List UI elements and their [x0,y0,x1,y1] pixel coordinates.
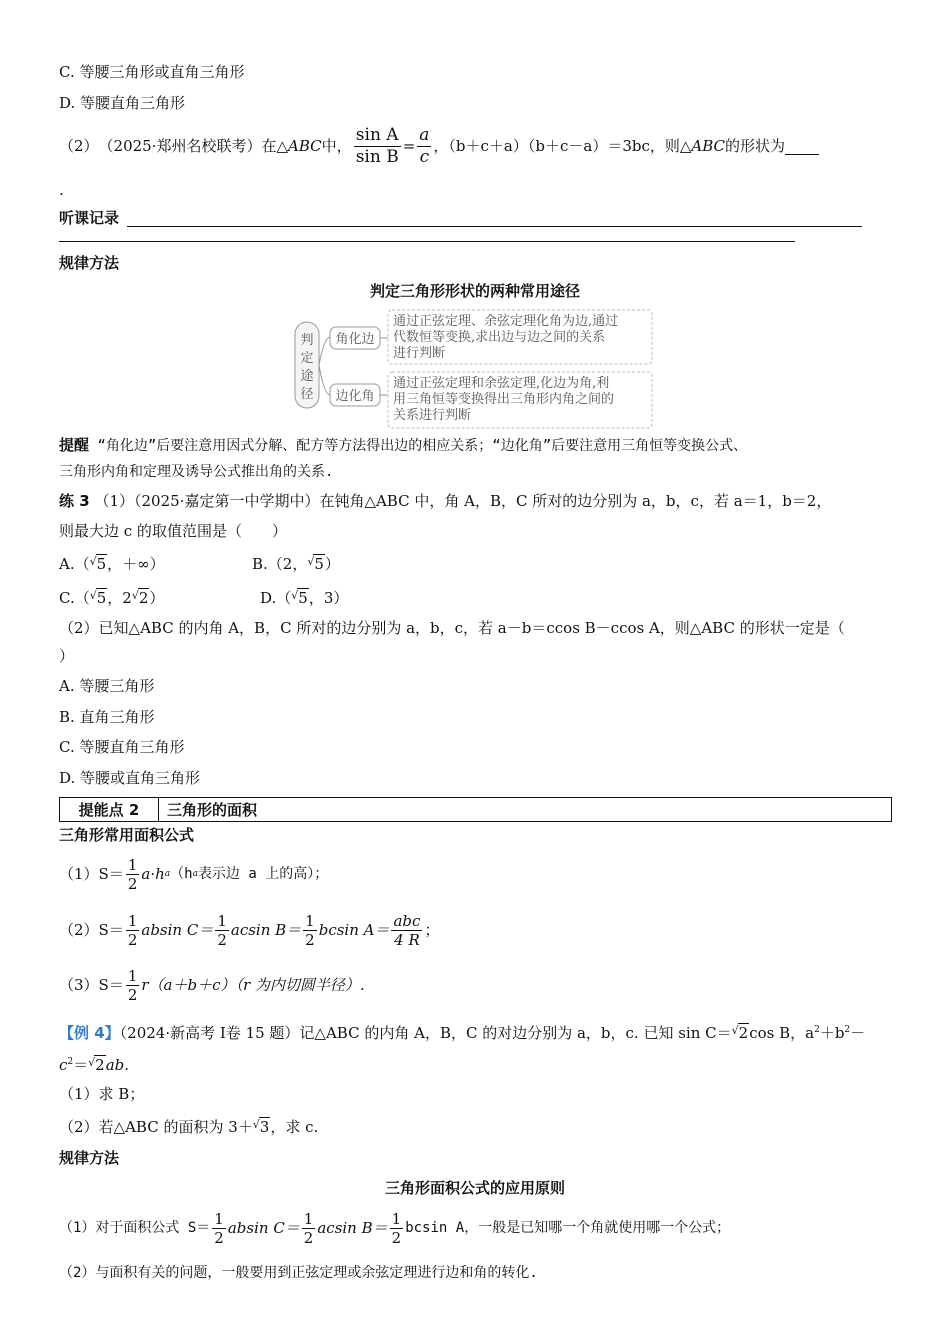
f2-a: absin C＝ [141,921,214,939]
connector-lines [319,337,330,395]
notes-line-1[interactable] [127,226,862,227]
ex3-option-d [260,586,348,608]
frac-den: 2 [305,930,315,949]
branch2-text-1: 通过正弦定理和余弦定理,化边为角,利 [393,376,610,391]
q2-text3: ，（b＋c＋a）（b＋c－a）＝3bc，则△ [433,137,692,155]
ex3-option-c [59,586,164,608]
q2-num: （2） [59,137,99,155]
method-label: 规律方法 [59,254,120,272]
radicand: 2 [138,589,149,607]
radicand: 5 [314,555,324,573]
ex4-eq: ＝ [73,1056,89,1074]
frac-num: 1 [305,911,315,930]
sqrt-icon: √ [307,555,315,568]
f1-note: （h [170,866,193,882]
opt-text: ） [149,589,165,607]
ex4-text-a: （2024·新高考 Ⅰ卷 15 题）记△ABC 的内角 A，B，C 的对边分别为 a，b，c. 已知 sin C＝ [119,1024,732,1042]
f3-pre: （3）S＝ [59,976,124,994]
fraction-half [126,967,140,1004]
ex3-option-b [252,552,340,574]
ex4-line-1 [59,1020,865,1043]
branch1-label: 角化边 [335,332,375,347]
fraction-half [302,1210,316,1247]
root-char-2: 定 [300,351,314,366]
radicand: 5 [298,589,308,607]
frac-num: 1 [127,966,138,985]
frac-den: c [419,146,430,167]
frac-den: 2 [127,985,138,1004]
section-heading [59,797,892,822]
ex4-q2-post: ，求 c. [270,1118,319,1136]
reminder-line-1 [59,435,747,456]
example-tag: 【例 4】 [59,1024,120,1042]
sup-2: 2 [844,1025,851,1035]
opt-text: D.（ [260,589,292,607]
opt-text: ） [324,555,340,573]
ex3-q2-line-2: ） [59,647,75,665]
frac-den: 2 [391,1228,402,1247]
radicand: 3 [259,1118,270,1136]
p1-a: absin C＝ [227,1219,300,1237]
method2-label: 规律方法 [59,1149,120,1167]
fraction-half [215,912,229,949]
ex3-q1-text: （1）（2025·嘉定第一中学期中）在钝角△ABC 中，角 A，B，C 所对的边分别为 a，b，c，若 a＝1，b＝2， [94,492,832,510]
radicand: 2 [95,1056,105,1074]
f2-c: bcsin A＝ [318,921,390,939]
option-c-prev: C. 等腰三角形或直角三角形 [59,63,245,81]
opt-text: C.（ [59,589,90,607]
f1-sub: a [164,869,171,879]
frac-num: abc [393,911,421,930]
f1-pre: （1）S＝ [59,865,124,883]
fraction-abc-4r [391,912,422,949]
ex4-c: c [59,1056,68,1074]
sup-2: 2 [67,1057,74,1067]
frac-den: 2 [127,930,138,949]
branch1-text-1: 通过正弦定理、余弦定理化角为边,通过 [393,314,619,329]
ex3-q2-line-1: （2）已知△ABC 的内角 A，B，C 所对的边分别为 a，b，c，若 a－b＝ccos B－ccos A，则△ABC 的形状一定是（ [59,619,845,637]
f2-pre: （2）S＝ [59,921,124,939]
opt-text: ，2 [107,589,132,607]
opt-text: B.（2， [252,555,308,573]
frac-num: a [419,124,430,145]
sqrt-icon: √ [252,1118,260,1131]
method-title: 判定三角形形状的两种常用途径 [369,282,580,300]
ex4-text-c: ＋b [819,1024,845,1042]
reminder-label: 提醒 [59,436,90,454]
f1-note-sub: a [192,869,198,879]
method2-title: 三角形面积公式的应用原则 [384,1179,565,1197]
root-char-3: 途 [300,369,314,384]
frac-num: 1 [214,1209,224,1228]
q2-abc-2: ABC [691,137,726,155]
branch2-text-2: 用三角恒等变换得出三角形内角之间的 [393,392,615,407]
q2-text4: 的形状为 [725,137,786,155]
frac-num: 1 [217,911,227,930]
q2-abc: ABC [288,137,322,155]
sqrt-icon: √ [291,589,299,602]
q2-trailing-dot: . [59,181,64,199]
ex4-line-2 [59,1052,129,1075]
sqrt-icon: √ [88,1056,96,1069]
branch2-text-3: 关系进行判断 [393,408,472,423]
sqrt-icon: √ [89,589,97,602]
section-number: 提能点 2 [60,798,159,821]
ex4-q1: （1）求 B； [59,1085,145,1103]
ex3-label: 练 3 [59,492,90,510]
method2-point-2: （2）与面积有关的问题，一般要用到正弦定理或余弦定理进行边和角的转化. [59,1265,538,1281]
p1-pre: （1）对于面积公式 S＝ [59,1220,211,1236]
ex3-q2-option-a: A. 等腰三角形 [59,677,155,695]
frac-num: 1 [127,855,138,874]
frac-num: 1 [127,911,138,930]
q2-text2: 中， [321,137,352,155]
q2-text1: 在△ [261,137,289,155]
frac-num: 1 [303,1209,314,1228]
branch2-label: 边化角 [335,389,375,404]
ex4-text-b: cos B，a [749,1024,815,1042]
f2-end: ； [424,921,440,939]
sup-2: 2 [814,1025,820,1035]
formula-1 [59,853,328,895]
sqrt-icon: √ [731,1024,739,1037]
radicand: 5 [96,589,107,607]
ex4-text-d: － [850,1024,866,1042]
branch1-text-2: 代数恒等变换,求出边与边之间的关系 [393,330,606,345]
ex4-q2 [59,1115,318,1137]
sqrt-icon: √ [89,555,97,568]
formula-2 [59,908,439,952]
fraction-half [126,912,140,949]
frac-den: 2 [127,874,138,893]
ex3-line-1 [59,491,831,511]
opt-text: ，3） [308,589,349,607]
ex4-q2-pre: （2）若△ABC 的面积为 3＋ [59,1118,253,1136]
p1-b: acsin B＝ [317,1219,388,1237]
ex3-q2-option-c: C. 等腰直角三角形 [59,738,185,756]
f2-b: acsin B＝ [230,921,302,939]
frac-den: sin B [355,146,399,167]
ex3-line-2: 则最大边 c 的取值范围是（ ） [59,522,287,540]
sqrt-icon: √ [131,589,139,602]
method2-point-1 [59,1206,730,1250]
notes-label: 听课记录 [59,209,120,227]
q2-source: （2025·郑州名校联考） [98,137,262,155]
f1-post: a·h [141,865,165,883]
ex3-q2-option-b: B. 直角三角形 [59,708,155,726]
reminder-line-2: 三角形内角和定理及诱导公式推出角的关系. [59,464,334,480]
formula-3 [59,964,365,1006]
root-char-1: 判 [300,333,314,348]
section-title: 三角形的面积 [167,801,258,819]
notes-line-2[interactable] [59,241,795,242]
formulas-title: 三角形常用面积公式 [59,826,195,844]
frac-den: 2 [303,1228,314,1247]
shape-judge-diagram [290,308,660,432]
fraction-a-c [417,125,431,168]
ex3-q2-option-d: D. 等腰或直角三角形 [59,769,201,787]
radicand: 2 [738,1024,749,1042]
fraction-half [126,856,140,893]
frac-den: 4 R [394,930,420,949]
frac-num: sin A [355,124,399,145]
fraction-sinA-sinB [354,125,401,168]
radicand: 5 [96,555,107,573]
fraction-half [390,1210,404,1247]
reminder-text-1: “角化边”后要注意用因式分解、配方等方法得出边的相应关系；“边化角”后要注意用三角恒等变换公式、 [89,438,748,454]
opt-text: ，＋∞） [107,555,165,573]
option-d-prev: D. 等腰直角三角形 [59,94,186,112]
fraction-half [212,1210,226,1247]
branch1-text-3: 进行判断 [393,346,446,361]
frac-den: 2 [217,930,227,949]
opt-text: A.（ [59,555,90,573]
ex4-ab: ab. [105,1056,130,1074]
ex3-option-a [59,552,165,574]
p1-c: bcsin A，一般是已知哪一个角就使用哪一个公式； [405,1220,731,1236]
root-char-4: 径 [300,387,314,402]
frac-den: 2 [214,1228,224,1247]
question-2 [59,124,819,168]
frac-num: 1 [391,1209,402,1228]
f3-post: r（a＋b＋c）（r 为内切圆半径）. [141,976,365,994]
equals: = [402,137,416,155]
f1-note2: 表示边 a 上的高）； [197,866,329,882]
fraction-half [303,912,317,949]
answer-blank[interactable] [785,138,819,155]
